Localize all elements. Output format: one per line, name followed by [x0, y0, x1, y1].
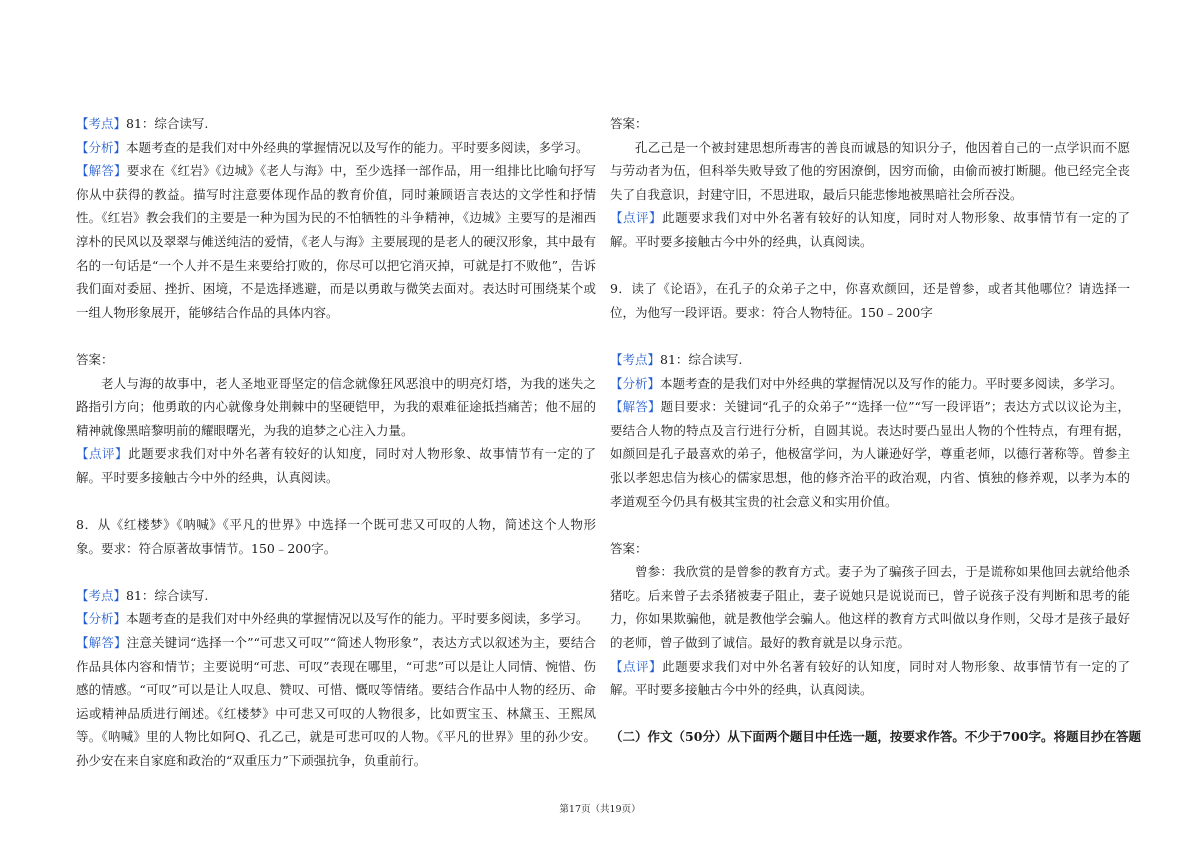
q9-answer-label: 答案：: [610, 540, 648, 556]
q9-kaodian: [610, 348, 1130, 372]
fenxi-text: 本题考查的是我们对中外经典的掌握情况以及写作的能力。平时要多阅读，多学习。: [126, 139, 589, 155]
jieda-tag: 【解答】: [76, 163, 127, 179]
jieda-text: 注意关键词“选择一个”“可悲又可叹”“简述人物形象”，表达方式以叙述为主，要结合作品具体内容和情节；主要说明“可悲、可叹”表现在哪里，“可悲”可以是让人同情、惋惜、伤感的情感。“可叹”可以是让人叹息、赞叹、可惜、慨叹等情绪。要结合作品中人物的经历、命运或精神品质进行阐述。《红楼梦》中可悲又可叹的人物很多，比如贾宝玉、林黛玉、王熙凤等。《呐喊》里的人物比如阿Q、孔乙己，就是可悲可叹的人物。《平凡的世界》里的孙少安。孙少安在来自家庭和政治的“双重压力”下顽强抗争，负重前行。: [76, 635, 596, 769]
q8-fenxi: [76, 607, 596, 631]
q9-answer: 曾参：我欣赏的是曾参的教育方式。妻子为了骗孩子回去，于是谎称如果他回去就给他杀猪吃。后来曾子去杀猪被妻子阻止，妻子说她只是说说而已，曾子说孩子没有判断和思考的能力，你如果欺骗他，就是教他学会骗人。他这样的教育方式叫做以身作则，父母才是孩子最好的老师，曾子做到了诚信。最好的教育就是以身示范。: [610, 564, 1130, 651]
fenxi-text: 本题考查的是我们对中外经典的掌握情况以及写作的能力。平时要多阅读，多学习。: [126, 611, 589, 627]
q7-jieda: [76, 159, 596, 324]
q8-answer-label: 答案：: [610, 116, 648, 131]
q7-kaodian: [76, 112, 596, 136]
fenxi-tag: 【分析】: [610, 375, 661, 391]
q8-jieda: [76, 631, 596, 773]
fenxi-tag: 【分析】: [76, 611, 127, 627]
dianping-text: 此题要求我们对中外名著有较好的认知度，同时对人物形象、故事情节有一定的了解。平时要多接触古今中外的经典，认真阅读。: [610, 658, 1130, 698]
left-column: [76, 112, 596, 773]
dianping-text: 此题要求我们对中外名著有较好的认知度，同时对人物形象、故事情节有一定的了解。平时要多接触古今中外的经典，认真阅读。: [76, 446, 596, 485]
right-column: [610, 112, 1141, 749]
page-footer: 第17页（共19页）: [559, 804, 641, 815]
kaodian-tag: 【考点】: [76, 587, 127, 603]
section-heading: （二）作文（50分）从下面两个题目中任选一题，按要求作答。不少于700字。将题目抄在答题: [610, 729, 1141, 745]
kaodian-tag: 【考点】: [610, 351, 661, 367]
jieda-tag: 【解答】: [610, 399, 661, 415]
q8-answer: 孔乙己是一个被封建思想所毒害的善良而诚恳的知识分子，他因着自己的一点学识而不愿与劳动者为伍，但科举失败导致了他的穷困潦倒，因穷而偷，由偷而被打断腿。他已经完全丧失了自我意识，封建守旧，不思进取，最后只能悲惨地被黑暗社会所吞没。: [610, 139, 1130, 202]
jieda-tag: 【解答】: [76, 635, 127, 651]
kaodian-text: 81：综合读写.: [660, 351, 743, 367]
q7-answer-label: 答案：: [76, 351, 114, 367]
q7-answer: 老人与海的故事中，老人圣地亚哥坚定的信念就像狂风恶浪中的明亮灯塔，为我的迷失之路指引方向；他勇敢的内心就像身处荆棘中的坚硬铠甲，为我的艰难征途抵挡痛苦；他不屈的精神就像黑暗黎明前的耀眼曙光，为我的追梦之心注入力量。: [76, 375, 596, 438]
q9-dianping: [610, 655, 1130, 702]
q8-question: 8．从《红楼梦》《呐喊》《平凡的世界》中选择一个既可悲又可叹的人物，简述这个人物形象。要求：符合原著故事情节。150﹣200字。: [76, 517, 596, 556]
kaodian-text: 81：综合读写.: [126, 116, 209, 131]
q9-fenxi: [610, 372, 1130, 396]
q7-dianping: [76, 442, 596, 489]
q8-dianping: [610, 206, 1130, 253]
kaodian-tag: 【考点】: [76, 116, 127, 131]
kaodian-text: 81：综合读写.: [126, 587, 209, 603]
q9-jieda: [610, 395, 1130, 513]
fenxi-tag: 【分析】: [76, 139, 127, 155]
jieda-text: 要求在《红岩》《边城》《老人与海》中，至少选择一部作品，用一组排比比喻句抒写你从中获得的教益。描写时注意要体现作品的教育价值，同时兼顾语言表达的文学性和抒情性。《红岩》教会我们的主要是一种为国为民的不怕牺牲的斗争精神，《边城》主要写的是湘西淳朴的民风以及翠翠与傩送纯洁的爱情，《老人与海》主要展现的是老人的硬汉形象，其中最有名的一句话是“一个人并不是生来要给打败的，你尽可以把它消灭掉，可就是打不败他”，告诉我们面对委屈、挫折、困境，不是选择逃避，而是以勇敢与微笑去面对。表达时可围绕某个或一组人物形象展开，能够结合作品的具体内容。: [76, 163, 596, 320]
jieda-text: 题目要求：关键词“孔子的众弟子”“选择一位”“写一段评语”；表达方式以议论为主，要结合人物的特点及言行进行分析，自圆其说。表达时要凸显出人物的个性特点，有理有据，如颜回是孔子最喜欢的弟子，他极富学问，为人谦逊好学，尊重老师，以德行著称等。曾参主张以孝恕忠信为核心的儒家思想，他的修齐治平的政治观，内省、慎独的修养观，以孝为本的孝道观至今仍具有极其宝贵的社会意义和实用价值。: [610, 399, 1130, 509]
dianping-tag: 【点评】: [76, 446, 129, 462]
dianping-text: 此题要求我们对中外名著有较好的认知度，同时对人物形象、故事情节有一定的了解。平时要多接触古今中外的经典，认真阅读。: [610, 210, 1130, 249]
q8-kaodian: [76, 584, 596, 608]
dianping-tag: 【点评】: [610, 210, 663, 226]
q7-fenxi: [76, 136, 596, 160]
dianping-tag: 【点评】: [610, 658, 663, 674]
q9-question: 9．读了《论语》，在孔子的众弟子之中，你喜欢颜回，还是曾参，或者其他哪位？请选择一位，为他写一段评语。要求：符合人物特征。150﹣200字: [610, 281, 1130, 320]
fenxi-text: 本题考查的是我们对中外经典的掌握情况以及写作的能力。平时要多阅读，多学习。: [660, 375, 1123, 391]
